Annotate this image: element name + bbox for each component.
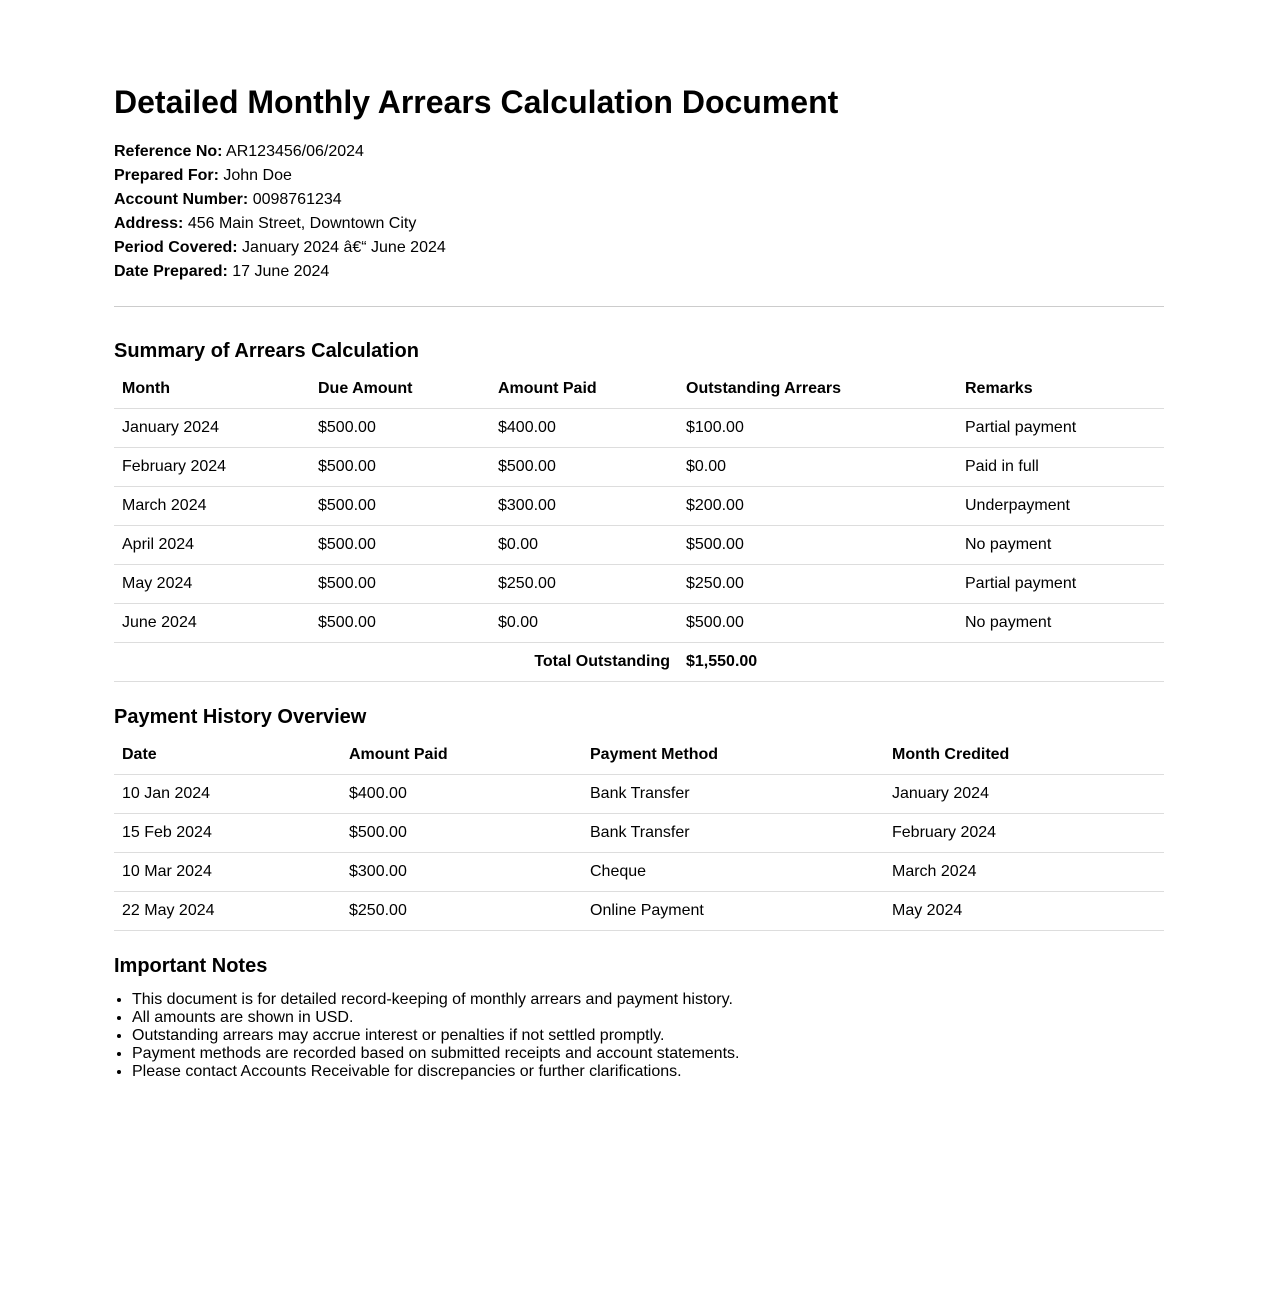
meta-value: 456 Main Street, Downtown City	[187, 215, 417, 232]
table-cell: No payment	[957, 604, 1164, 643]
column-header: Date	[114, 736, 341, 775]
total-outstanding-label: Total Outstanding	[114, 643, 678, 682]
payment-history-table	[114, 736, 1164, 931]
table-cell: February 2024	[884, 814, 1164, 853]
meta-value: 17 June 2024	[232, 263, 330, 280]
document-page	[114, 0, 1164, 1081]
list-item: • This document is for detailed record-keeping of monthly arrears and payment history.	[132, 991, 1164, 1009]
notes-list	[114, 991, 1164, 1081]
table-cell: $250.00	[678, 565, 957, 604]
summary-heading: Summary of Arrears Calculation	[114, 340, 419, 362]
table-cell: $250.00	[490, 565, 678, 604]
table-cell: February 2024	[114, 448, 310, 487]
table-cell: $200.00	[678, 487, 957, 526]
table-cell: Bank Transfer	[582, 775, 884, 814]
history-heading: Payment History Overview	[114, 706, 367, 728]
table-cell: $300.00	[490, 487, 678, 526]
table-header-row	[114, 736, 1164, 775]
column-header: Amount Paid	[341, 736, 582, 775]
meta-label: Period Covered:	[114, 239, 238, 256]
table-cell: $500.00	[310, 565, 490, 604]
table-cell: May 2024	[114, 565, 310, 604]
column-header: Payment Method	[582, 736, 884, 775]
meta-period-covered	[114, 236, 1164, 260]
table-cell: $0.00	[490, 604, 678, 643]
table-row	[114, 814, 1164, 853]
table-cell: $500.00	[310, 526, 490, 565]
table-cell: March 2024	[114, 487, 310, 526]
table-cell: $500.00	[678, 604, 957, 643]
table-cell: $0.00	[678, 448, 957, 487]
table-cell: January 2024	[884, 775, 1164, 814]
list-item: • Please contact Accounts Receivable for discrepancies or further clarifications.	[132, 1063, 1164, 1081]
table-cell: No payment	[957, 526, 1164, 565]
meta-prepared-for	[114, 164, 1164, 188]
table-cell: Online Payment	[582, 892, 884, 931]
table-cell: $500.00	[310, 409, 490, 448]
meta-value: John Doe	[223, 167, 292, 184]
table-row	[114, 526, 1164, 565]
arrears-summary-table	[114, 370, 1164, 682]
table-cell: May 2024	[884, 892, 1164, 931]
table-cell: $250.00	[341, 892, 582, 931]
table-cell: Bank Transfer	[582, 814, 884, 853]
table-cell: 10 Jan 2024	[114, 775, 341, 814]
total-row	[114, 643, 1164, 682]
meta-label: Prepared For:	[114, 167, 219, 184]
list-item: • Outstanding arrears may accrue interest or penalties if not settled promptly.	[132, 1027, 1164, 1045]
table-cell: Cheque	[582, 853, 884, 892]
meta-label: Account Number:	[114, 191, 249, 208]
meta-value: January 2024 â€“ June 2024	[242, 239, 446, 256]
document-title: Detailed Monthly Arrears Calculation Document	[114, 84, 839, 120]
meta-date-prepared	[114, 260, 1164, 284]
table-cell: $500.00	[490, 448, 678, 487]
meta-account-number	[114, 188, 1164, 212]
table-row	[114, 409, 1164, 448]
meta-reference	[114, 140, 1164, 164]
table-cell: June 2024	[114, 604, 310, 643]
table-cell	[957, 643, 1164, 682]
table-cell: $500.00	[310, 487, 490, 526]
table-row	[114, 487, 1164, 526]
notes-heading: Important Notes	[114, 955, 268, 977]
table-cell: $0.00	[490, 526, 678, 565]
document-meta	[114, 140, 1164, 284]
list-item: • Payment methods are recorded based on submitted receipts and account statements.	[132, 1045, 1164, 1063]
column-header: Remarks	[957, 370, 1164, 409]
table-row	[114, 565, 1164, 604]
column-header: Outstanding Arrears	[678, 370, 957, 409]
column-header: Month	[114, 370, 310, 409]
column-header: Amount Paid	[490, 370, 678, 409]
table-cell: Partial payment	[957, 565, 1164, 604]
table-cell: January 2024	[114, 409, 310, 448]
table-cell: $500.00	[310, 604, 490, 643]
table-cell: Partial payment	[957, 409, 1164, 448]
meta-value: AR123456/06/2024	[226, 143, 364, 160]
table-cell: April 2024	[114, 526, 310, 565]
table-cell: $500.00	[310, 448, 490, 487]
meta-value: 0098761234	[252, 191, 342, 208]
table-cell: $400.00	[490, 409, 678, 448]
table-header-row	[114, 370, 1164, 409]
table-row	[114, 604, 1164, 643]
column-header: Due Amount	[310, 370, 490, 409]
table-row	[114, 853, 1164, 892]
section-divider	[114, 306, 1164, 307]
meta-label: Address:	[114, 215, 184, 232]
column-header: Month Credited	[884, 736, 1164, 775]
total-outstanding-value: $1,550.00	[678, 643, 957, 682]
table-cell: 22 May 2024	[114, 892, 341, 931]
table-cell: $100.00	[678, 409, 957, 448]
meta-label: Date Prepared:	[114, 263, 228, 280]
table-cell: $400.00	[341, 775, 582, 814]
table-row	[114, 892, 1164, 931]
meta-address	[114, 212, 1164, 236]
meta-label: Reference No:	[114, 143, 223, 160]
table-cell: 15 Feb 2024	[114, 814, 341, 853]
table-cell: $500.00	[341, 814, 582, 853]
table-cell: Underpayment	[957, 487, 1164, 526]
table-cell: Paid in full	[957, 448, 1164, 487]
table-cell: March 2024	[884, 853, 1164, 892]
table-cell: 10 Mar 2024	[114, 853, 341, 892]
table-row	[114, 775, 1164, 814]
table-cell: $500.00	[678, 526, 957, 565]
list-item: • All amounts are shown in USD.	[132, 1009, 1164, 1027]
table-row	[114, 448, 1164, 487]
table-cell: $300.00	[341, 853, 582, 892]
